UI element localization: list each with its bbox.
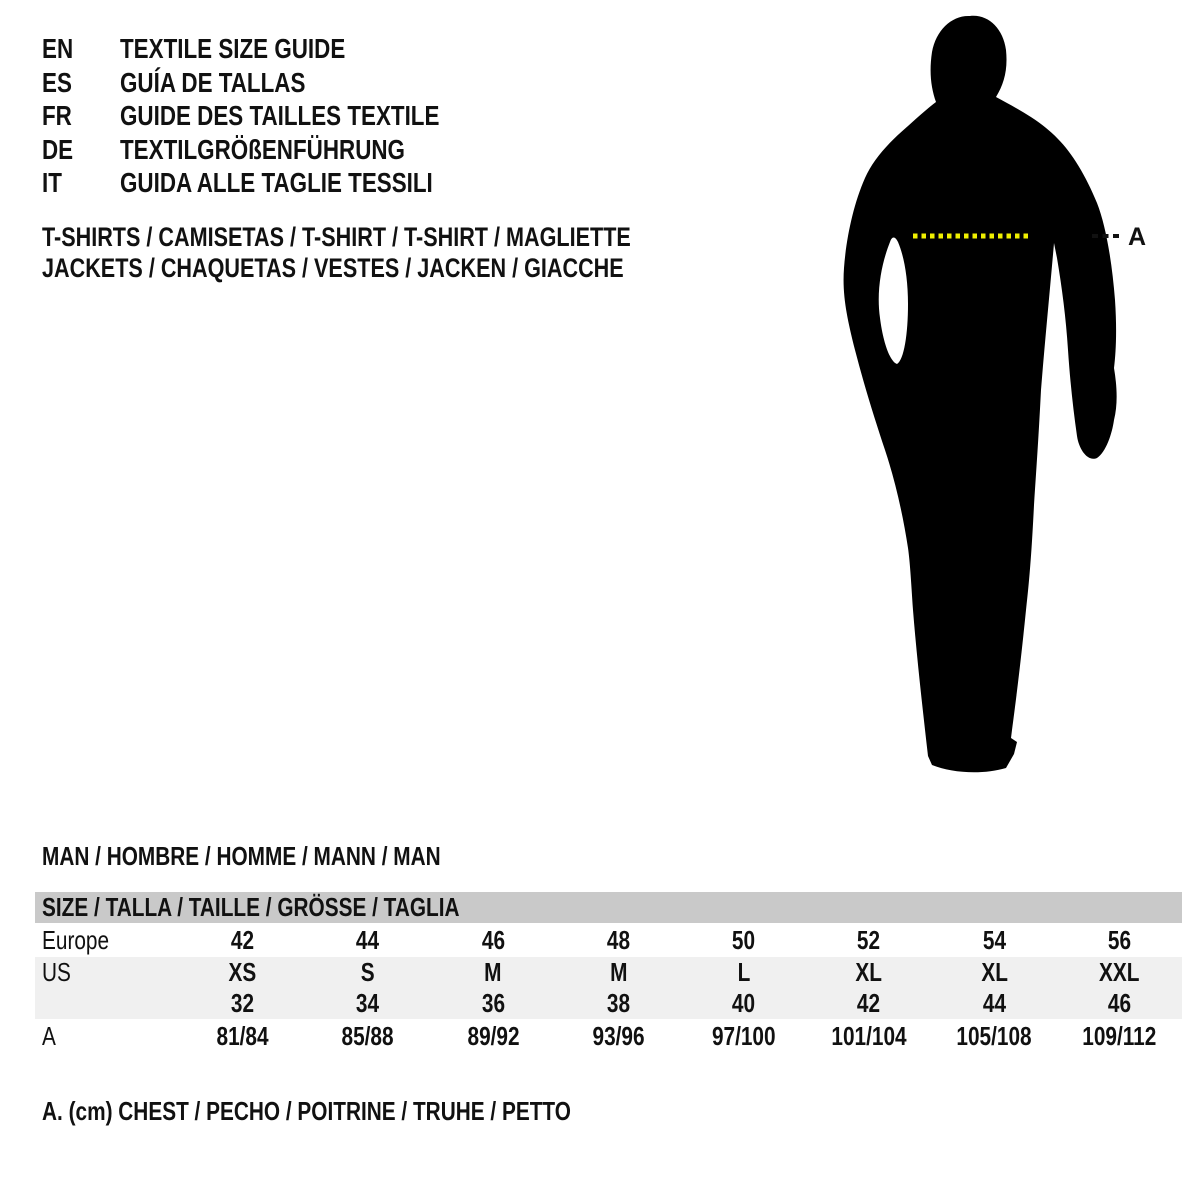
guide-title: GUIDE DES TAILLES TEXTILE [120, 100, 440, 131]
cell-value: 48 [606, 924, 630, 955]
size-table-header-label: SIZE / TALLA / TAILLE / GRÖSSE / TAGLIA [42, 892, 460, 922]
cell-value: XL [980, 957, 1008, 987]
cell-value: 109/112 [1082, 1021, 1157, 1051]
cell-value: XS [228, 957, 257, 987]
man-silhouette-figure [820, 0, 1200, 800]
man-silhouette [844, 16, 1117, 772]
cell-value: 44 [982, 988, 1006, 1018]
cell-value: 93/96 [592, 1021, 645, 1051]
cell-value: 97/100 [711, 1021, 776, 1051]
row-label: Europe [42, 924, 110, 955]
language-list [42, 32, 519, 200]
language-row [42, 66, 519, 100]
cell-value: 32 [231, 988, 255, 1018]
size-table [35, 892, 1182, 1054]
language-code: ES [42, 66, 72, 98]
language-code: EN [42, 33, 74, 64]
cell-value: 50 [732, 924, 756, 955]
product-line-tshirts: T-SHIRTS / CAMISETAS / T-SHIRT / T-SHIRT / MAGLIETTE [42, 222, 631, 252]
language-code: FR [42, 100, 72, 131]
cell-value: 52 [857, 924, 881, 955]
size-table-header [35, 892, 1182, 923]
language-code: DE [42, 133, 74, 165]
guide-title: TEXTILGRÖßENFÜHRUNG [120, 133, 405, 165]
guide-title: GUÍA DE TALLAS [120, 66, 306, 98]
cell-value: M [609, 957, 628, 987]
cell-value: 40 [732, 988, 756, 1018]
section-title-man: MAN / HOMBRE / HOMME / MANN / MAN [42, 841, 441, 871]
cell-value: 54 [982, 924, 1006, 955]
man-silhouette-svg [820, 0, 1200, 800]
cell-value: 46 [481, 924, 505, 955]
cell-value: 44 [356, 924, 380, 955]
language-code: IT [42, 167, 62, 198]
language-row [42, 99, 519, 133]
table-row-numeric [35, 988, 1182, 1019]
cell-value: 46 [1107, 988, 1131, 1018]
cell-value: L [737, 957, 750, 987]
table-row-europe [35, 923, 1182, 957]
language-row [42, 166, 519, 200]
table-row-us [35, 957, 1182, 988]
guide-title: GUIDA ALLE TAGLIE TESSILI [120, 167, 433, 198]
cell-value: 42 [857, 988, 881, 1018]
cell-value: S [360, 957, 375, 987]
cell-value: 101/104 [831, 1021, 907, 1051]
language-row [42, 133, 519, 167]
product-categories [42, 222, 778, 284]
product-line-jackets: JACKETS / CHAQUETAS / VESTES / JACKEN / GIACCHE [42, 253, 624, 283]
cell-value: 81/84 [216, 1021, 269, 1051]
row-label: A [42, 1021, 56, 1051]
language-row [42, 32, 519, 66]
cell-value: 105/108 [956, 1021, 1032, 1051]
cell-value: 38 [606, 988, 630, 1018]
cell-value: 34 [356, 988, 380, 1018]
table-row-chest-cm [35, 1019, 1182, 1054]
cell-value: 56 [1107, 924, 1131, 955]
cell-value: XL [855, 957, 883, 987]
measure-label-a: A [1128, 223, 1147, 251]
cell-value: 42 [231, 924, 255, 955]
measurement-footnote: A. (cm) CHEST / PECHO / POITRINE / TRUHE / PETTO [42, 1096, 571, 1126]
cell-value: 36 [481, 988, 505, 1018]
cell-value: 89/92 [467, 1021, 520, 1051]
row-label: US [42, 957, 71, 987]
cell-value: M [484, 957, 502, 987]
cell-value: XXL [1099, 957, 1140, 987]
cell-value: 85/88 [341, 1021, 394, 1051]
guide-title: TEXTILE SIZE GUIDE [120, 33, 346, 64]
